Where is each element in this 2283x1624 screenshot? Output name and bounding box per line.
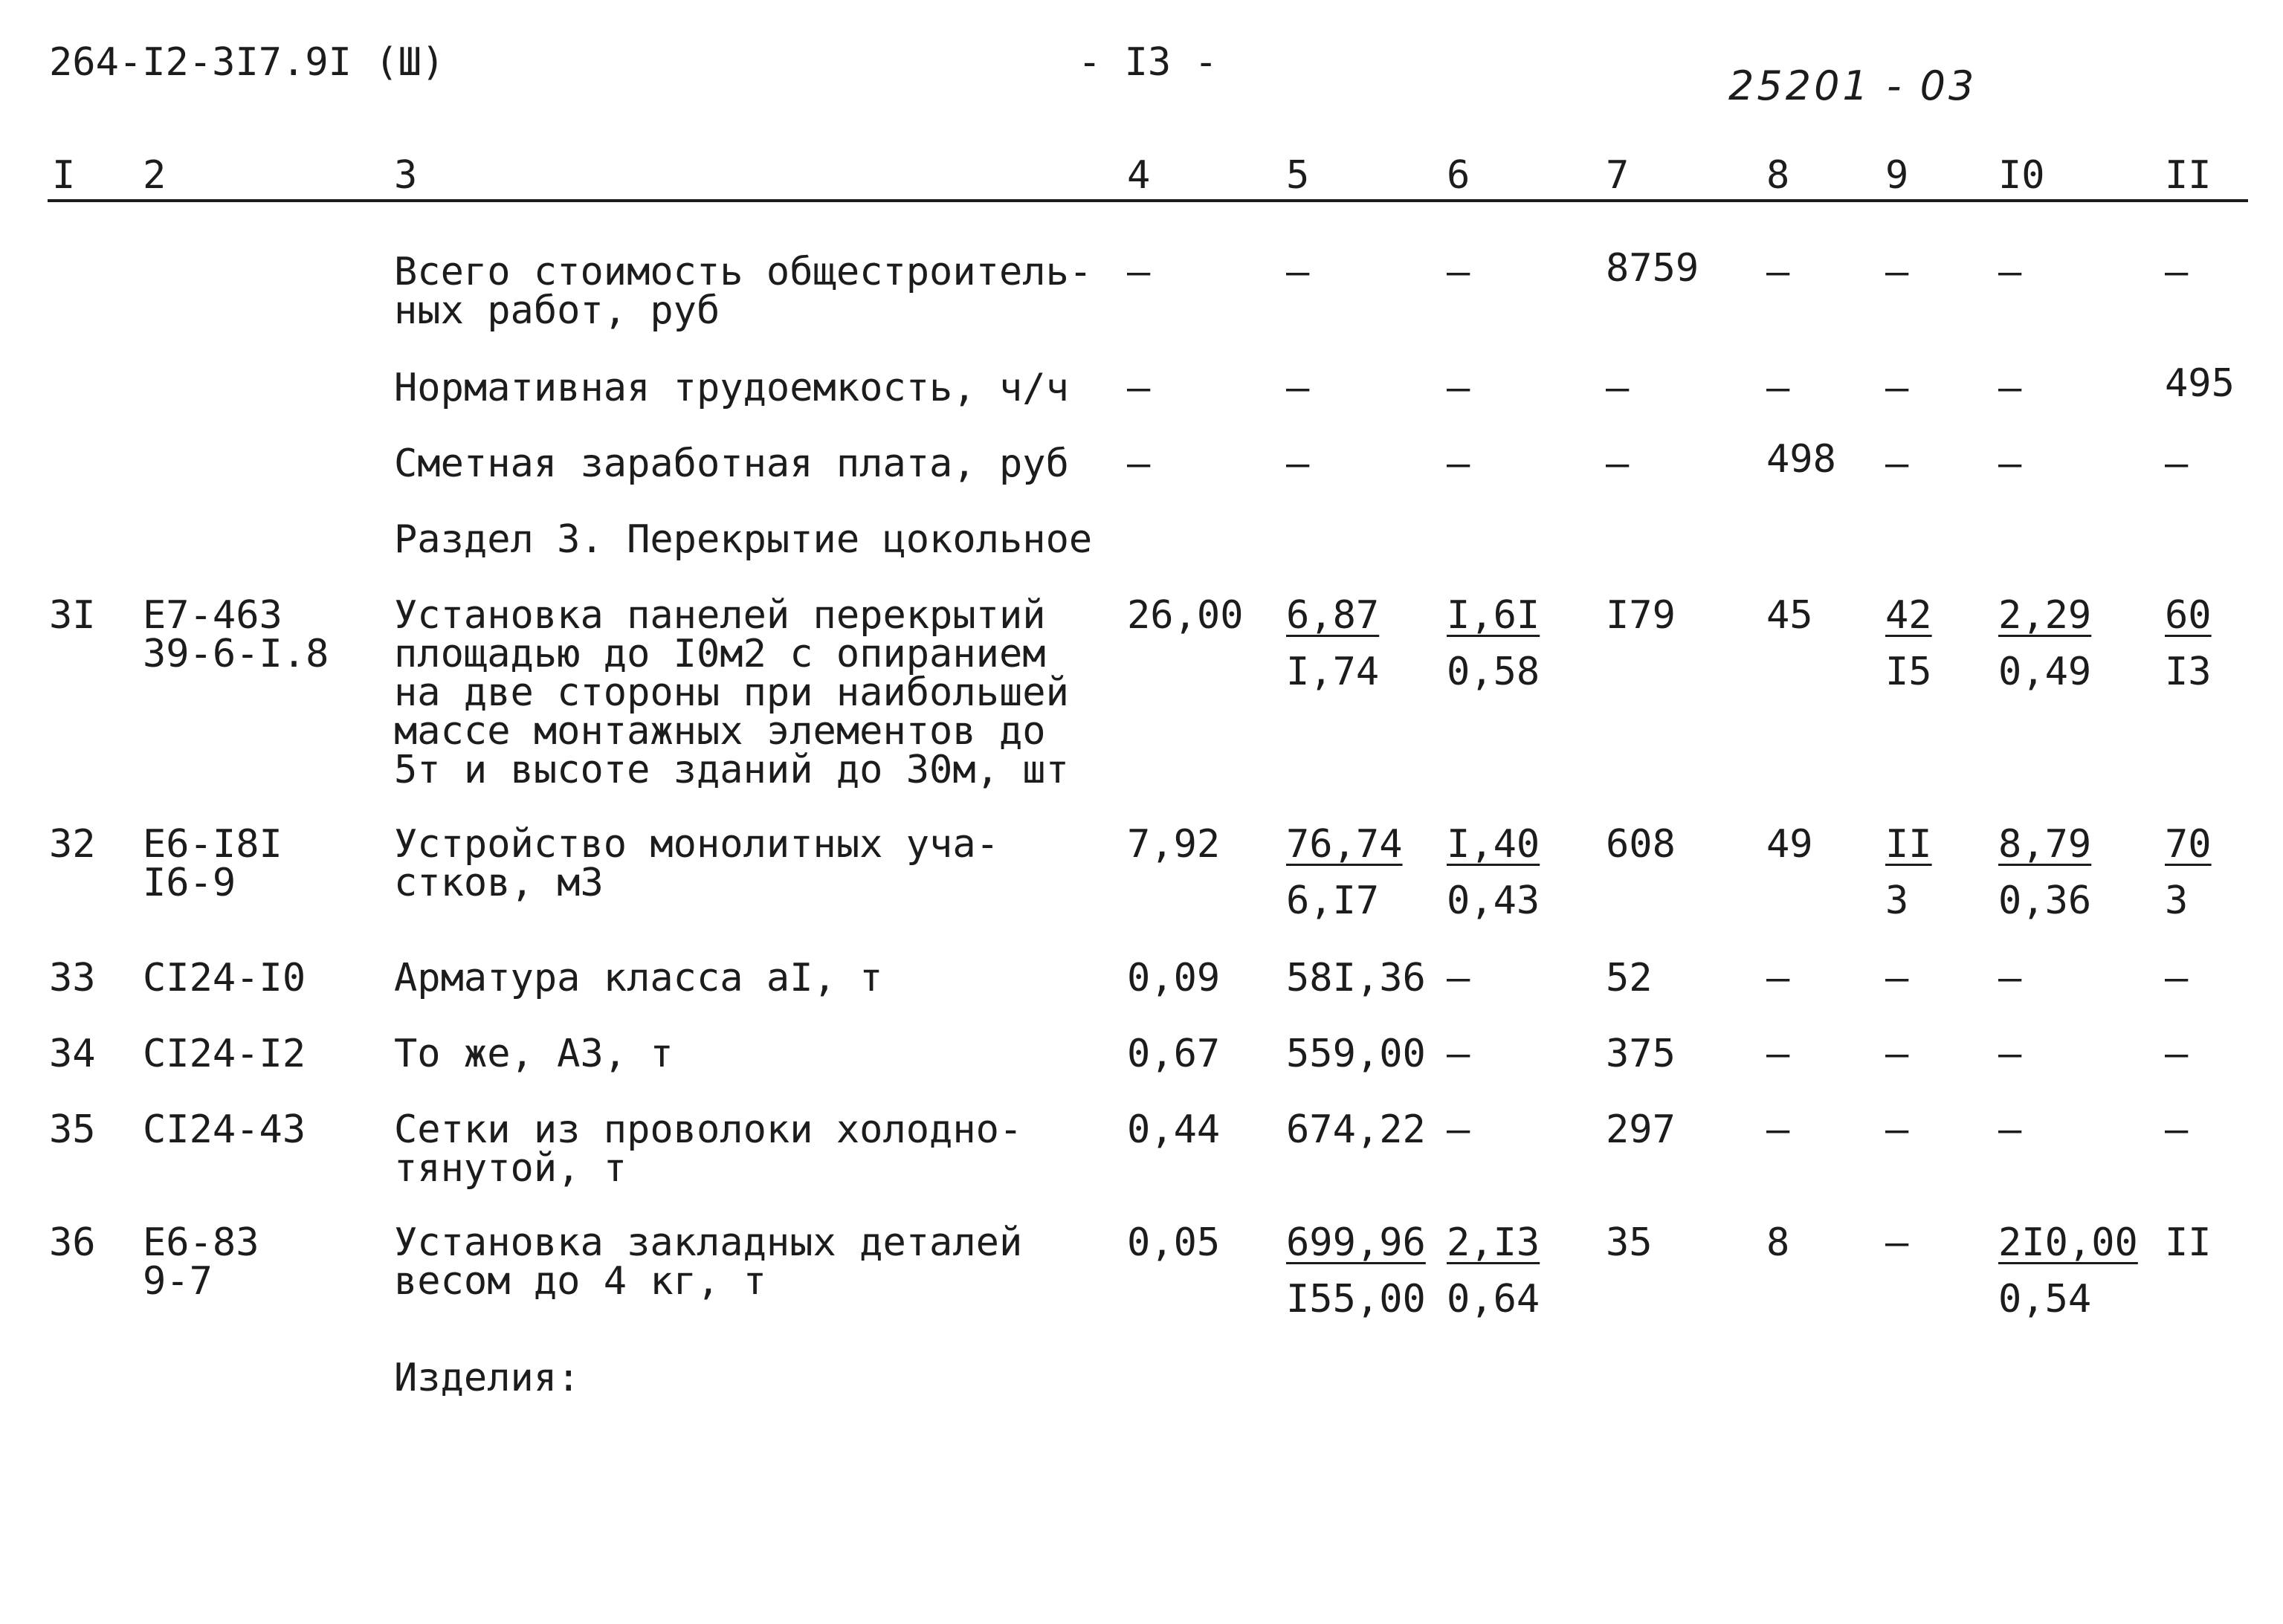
row-description: Сетки из проволоки холодно- тянутой, т: [394, 1107, 1023, 1191]
cell-col10: –: [1998, 956, 2022, 1000]
cell-col4: 0,67: [1127, 1032, 1221, 1076]
column-header-11: II: [2165, 153, 2212, 198]
cell-col8: 49: [1766, 822, 1813, 867]
cell-col8: –: [1766, 250, 1790, 294]
cell-col7: –: [1606, 441, 1630, 486]
cell-col8: –: [1766, 956, 1790, 1000]
cell-col9: –: [1885, 1220, 1909, 1265]
column-header-9: 9: [1885, 153, 1909, 198]
cell-col11: –: [2165, 1032, 2189, 1076]
cell-col5-top: 6,87: [1286, 593, 1380, 638]
row-code: СI24-I0: [143, 956, 306, 1000]
cell-col11-bottom: 3: [2165, 879, 2189, 923]
cell-col9: –: [1885, 366, 1909, 410]
cell-col8: –: [1766, 1032, 1790, 1076]
handwritten-number: 25201 - 03: [1728, 62, 1977, 109]
cell-col5: 58I,36: [1286, 956, 1426, 1000]
cell-col6: –: [1447, 366, 1470, 410]
cell-col4: 0,05: [1127, 1220, 1221, 1265]
row-code: СI24-43: [143, 1107, 306, 1152]
cell-col4: –: [1127, 366, 1151, 410]
cell-col10-bottom: 0,36: [1998, 879, 2092, 923]
cell-col8: 498: [1766, 437, 1836, 482]
cell-col6: –: [1447, 250, 1470, 294]
cell-col6-bottom: 0,43: [1447, 879, 1540, 923]
cell-col11: –: [2165, 1107, 2189, 1152]
column-header-2: 2: [143, 153, 167, 198]
cell-col5-top: 76,74: [1286, 822, 1403, 867]
cell-col7: 8759: [1606, 246, 1699, 291]
cell-col9: –: [1885, 250, 1909, 294]
row-description: Установка закладных деталей весом до 4 кг, т: [394, 1220, 1023, 1304]
cell-col10: –: [1998, 250, 2022, 294]
cell-col5: 674,22: [1286, 1107, 1426, 1152]
row-number: 32: [49, 822, 96, 867]
column-header-8: 8: [1766, 153, 1790, 198]
cell-col11: –: [2165, 956, 2189, 1000]
cell-col10: –: [1998, 441, 2022, 486]
cell-col6-bottom: 0,58: [1447, 650, 1540, 694]
row-description: Установка панелей перекрытий площадью до I0м2 с опиранием на две стороны при наибольшей массе монтажных элементов до 5т и высоте зданий до 30м, шт: [394, 593, 1069, 792]
cell-col9: –: [1885, 956, 1909, 1000]
column-header-4: 4: [1127, 153, 1151, 198]
cell-col10: –: [1998, 366, 2022, 410]
cell-col10-top: 2,29: [1998, 593, 2092, 638]
cell-col4: –: [1127, 250, 1151, 294]
page-number: - I3 -: [1078, 40, 1218, 85]
cell-col5-top: 699,96: [1286, 1220, 1426, 1265]
cell-col4: 7,92: [1127, 822, 1221, 867]
cell-col8: –: [1766, 1107, 1790, 1152]
cell-col11: 495: [2165, 361, 2235, 406]
cell-col7: I79: [1606, 593, 1676, 638]
cell-col10-top: 2I0,00: [1998, 1220, 2138, 1265]
cell-col8: –: [1766, 366, 1790, 410]
row-number: 36: [49, 1220, 96, 1265]
cell-col5: 559,00: [1286, 1032, 1426, 1076]
cell-col8: 8: [1766, 1220, 1790, 1265]
cell-col10: –: [1998, 1107, 2022, 1152]
column-header-10: I0: [1998, 153, 2045, 198]
row-number: 34: [49, 1032, 96, 1076]
cell-col7: 297: [1606, 1107, 1676, 1152]
cell-col6-top: 2,I3: [1447, 1220, 1540, 1265]
cell-col7: –: [1606, 366, 1630, 410]
cell-col9-bottom: I5: [1885, 650, 1932, 694]
row-number: 3I: [49, 593, 96, 638]
cell-col10-bottom: 0,49: [1998, 650, 2092, 694]
cell-col6: –: [1447, 1107, 1470, 1152]
column-header-3: 3: [394, 153, 418, 198]
row-description: Устройство монолитных уча- стков, м3: [394, 822, 999, 905]
row-code: Е7-463 39-6-I.8: [143, 593, 329, 676]
document-code: 264-I2-3I7.9I (Ш): [49, 40, 445, 85]
cell-col7: 608: [1606, 822, 1676, 867]
cell-col11-bottom: I3: [2165, 650, 2212, 694]
cell-col10-bottom: 0,54: [1998, 1277, 2092, 1321]
cell-col9: –: [1885, 1107, 1909, 1152]
cell-col9-bottom: 3: [1885, 879, 1909, 923]
cell-col9: –: [1885, 441, 1909, 486]
cell-col5-bottom: 6,I7: [1286, 879, 1380, 923]
cell-col5-bottom: I,74: [1286, 650, 1380, 694]
row-description: То же, А3, т: [394, 1032, 674, 1076]
cell-col4: 0,44: [1127, 1107, 1221, 1152]
cell-col11-top: 60: [2165, 593, 2212, 638]
row-description: Арматура класса аI, т: [394, 956, 883, 1000]
cell-col6: –: [1447, 1032, 1470, 1076]
cell-col11-top: 70: [2165, 822, 2212, 867]
cell-col11: –: [2165, 441, 2189, 486]
cell-col5-bottom: I55,00: [1286, 1277, 1426, 1321]
cell-col5: –: [1286, 366, 1310, 410]
column-header-7: 7: [1606, 153, 1630, 198]
cell-col5: –: [1286, 441, 1310, 486]
cell-col10-top: 8,79: [1998, 822, 2092, 867]
summary-label: Нормативная трудоемкость, ч/ч: [394, 366, 1069, 410]
cell-col6-bottom: 0,64: [1447, 1277, 1540, 1321]
cell-col11: –: [2165, 250, 2189, 294]
cell-col7: 52: [1606, 956, 1653, 1000]
cell-col4: 0,09: [1127, 956, 1221, 1000]
cell-col7: 35: [1606, 1220, 1653, 1265]
column-header-5: 5: [1286, 153, 1310, 198]
cell-col10: –: [1998, 1032, 2022, 1076]
products-label: Изделия:: [394, 1356, 581, 1400]
column-header-6: 6: [1447, 153, 1470, 198]
row-code: СI24-I2: [143, 1032, 306, 1076]
cell-col11: II: [2165, 1220, 2212, 1265]
cell-col6-top: I,6I: [1447, 593, 1540, 638]
summary-label: Всего стоимость общестроитель- ных работ, руб: [394, 250, 1093, 333]
row-number: 33: [49, 956, 96, 1000]
cell-col6-top: I,40: [1447, 822, 1540, 867]
cell-col6: –: [1447, 441, 1470, 486]
row-code: Е6-83 9-7: [143, 1220, 259, 1304]
cell-col5: –: [1286, 250, 1310, 294]
section-title: Раздел 3. Перекрытие цокольное: [394, 517, 1093, 562]
row-number: 35: [49, 1107, 96, 1152]
row-code: Е6-I8I I6-9: [143, 822, 282, 905]
header-rule: [48, 199, 2248, 202]
cell-col9-top: 42: [1885, 593, 1932, 638]
cell-col4: 26,00: [1127, 593, 1244, 638]
cell-col7: 375: [1606, 1032, 1676, 1076]
cell-col9: –: [1885, 1032, 1909, 1076]
cell-col8: 45: [1766, 593, 1813, 638]
cell-col9-top: II: [1885, 822, 1932, 867]
cell-col6: –: [1447, 956, 1470, 1000]
cell-col4: –: [1127, 441, 1151, 486]
summary-label: Сметная заработная плата, руб: [394, 441, 1069, 486]
column-header-1: I: [52, 153, 76, 198]
